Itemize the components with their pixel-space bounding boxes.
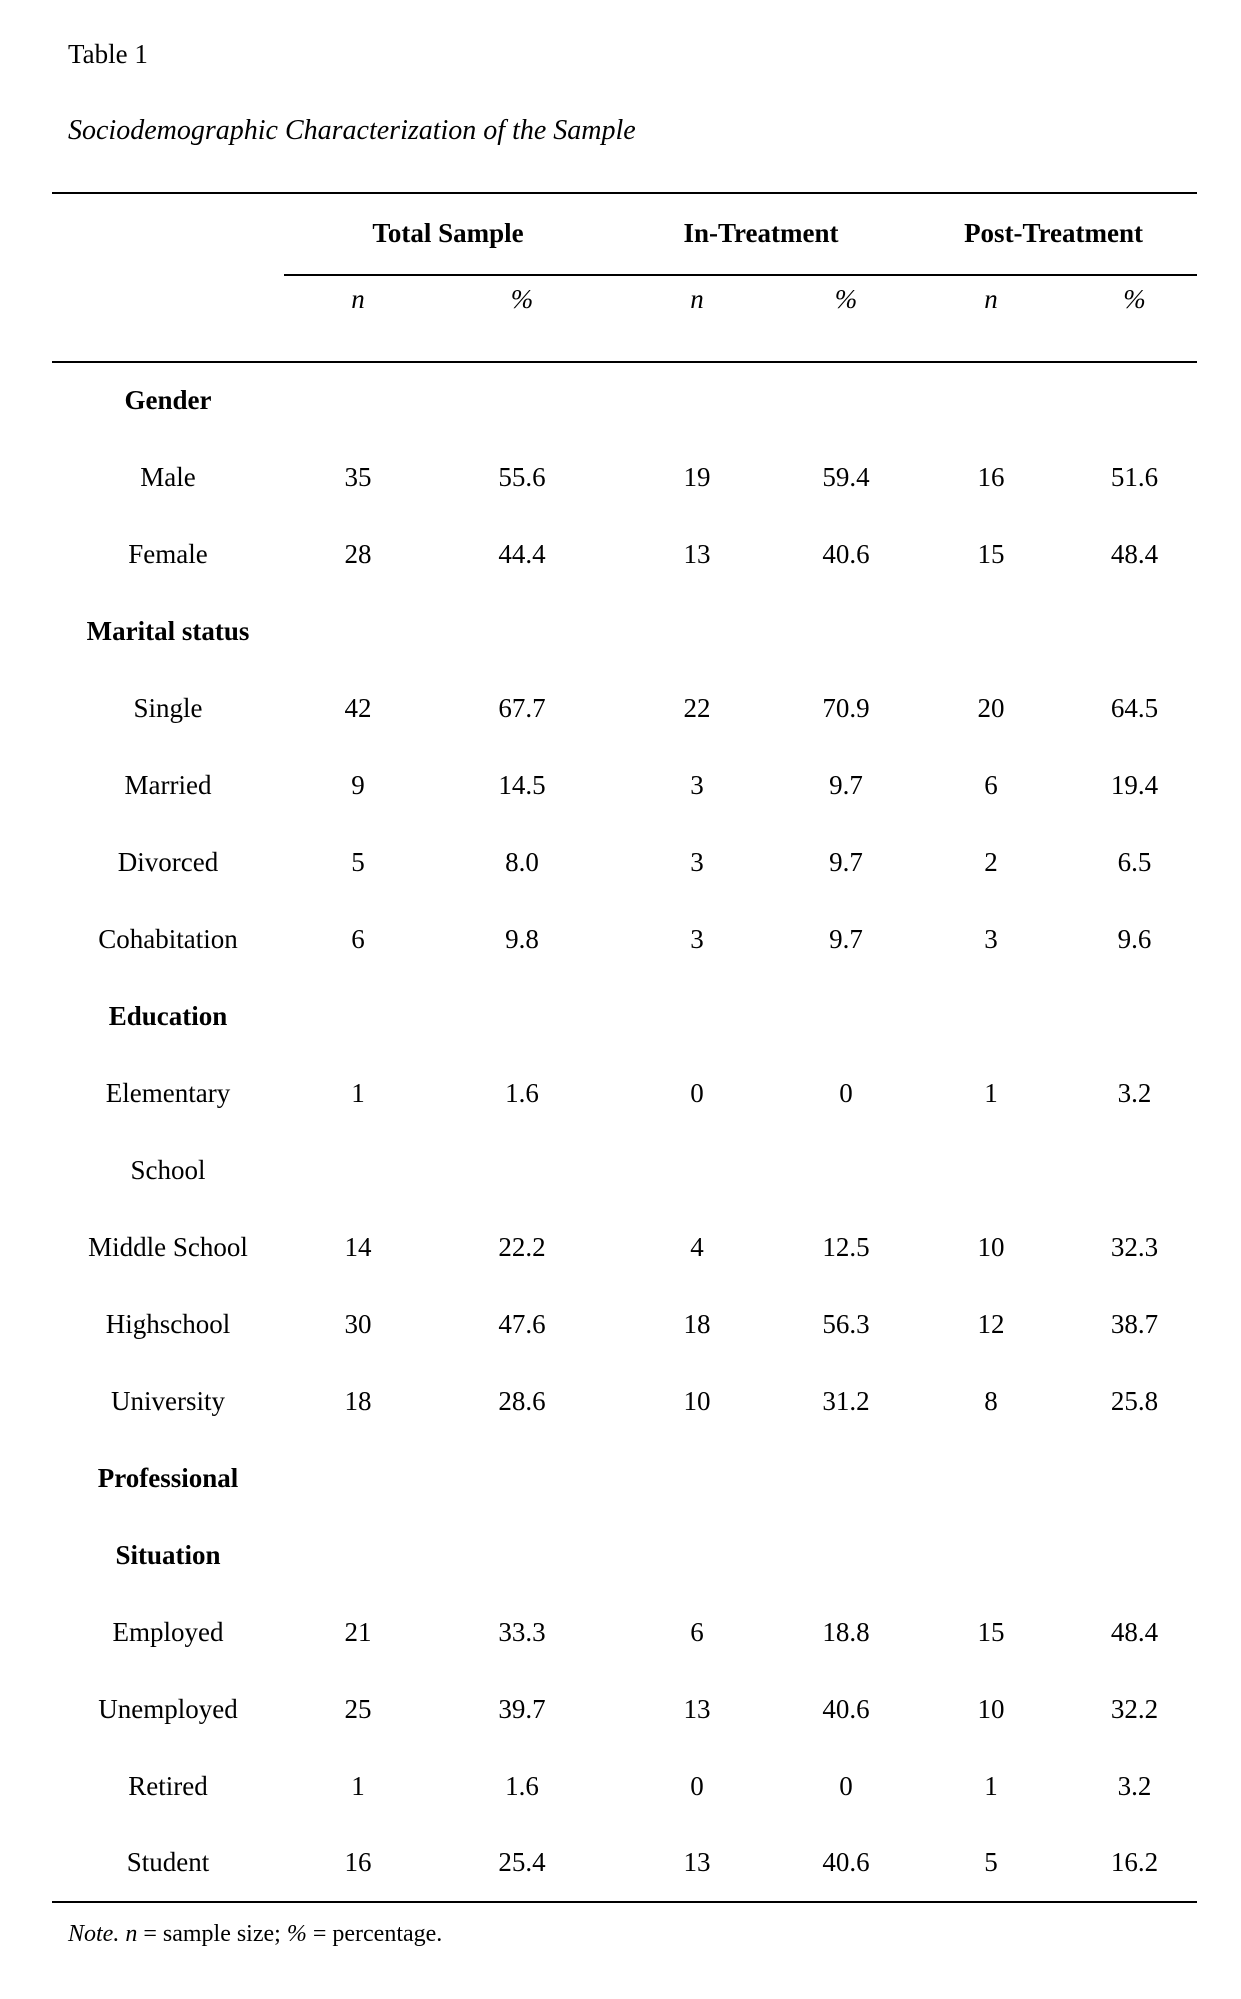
row-label: Unemployed xyxy=(98,1693,238,1724)
data-cell: 1.6 xyxy=(505,1770,539,1801)
column-header-n: n xyxy=(612,275,782,362)
column-group-in-treatment: In-Treatment xyxy=(612,193,910,275)
data-cell: 47.6 xyxy=(498,1308,546,1339)
data-cell: 3 xyxy=(690,923,704,954)
data-cell: 10 xyxy=(683,1385,711,1416)
data-cell: 9.7 xyxy=(829,846,863,877)
data-cell xyxy=(910,593,1072,670)
data-cell: 44.4 xyxy=(498,538,546,569)
data-cell: 56.3 xyxy=(822,1308,870,1339)
data-cell: 25.8 xyxy=(1110,1385,1159,1416)
row-label: University xyxy=(111,1385,225,1416)
note-percent-symbol: % xyxy=(286,1920,307,1947)
data-cell: 13 xyxy=(612,1825,782,1902)
data-cell: 12 xyxy=(977,1308,1005,1339)
data-cell: 28 xyxy=(344,538,372,569)
data-cell: 10 xyxy=(977,1693,1005,1724)
row-label: Elementary xyxy=(105,1077,231,1108)
data-cell xyxy=(782,978,910,1055)
data-cell: 48.4 xyxy=(1110,538,1159,569)
table-note xyxy=(68,1919,1241,1949)
data-cell xyxy=(910,1517,1072,1594)
data-cell xyxy=(612,593,782,670)
data-cell: 9.6 xyxy=(1117,923,1152,954)
data-cell: 67.7 xyxy=(498,692,546,723)
data-cell: 8.0 xyxy=(505,846,539,877)
data-cell: 33.3 xyxy=(498,1616,546,1647)
table-row xyxy=(52,1132,1197,1209)
table-title: Sociodemographic Characterization of the Sample xyxy=(68,115,636,147)
column-header-n: n xyxy=(284,275,432,362)
row-label: Retired xyxy=(128,1770,208,1801)
note-n-symbol: n xyxy=(119,1920,138,1947)
data-cell: 64.5 xyxy=(1110,692,1159,723)
data-cell xyxy=(782,593,910,670)
data-cell xyxy=(432,1440,612,1517)
table-row xyxy=(52,978,1197,1055)
table-row xyxy=(52,1440,1197,1517)
table-row xyxy=(52,439,1197,516)
data-cell: 40.6 xyxy=(822,1693,870,1724)
data-cell: 0 xyxy=(839,1077,853,1108)
table-row xyxy=(52,670,1197,747)
data-cell xyxy=(432,362,612,439)
data-cell xyxy=(782,362,910,439)
data-cell: 19 xyxy=(683,461,711,492)
data-cell: 20 xyxy=(977,692,1005,723)
data-cell: 10 xyxy=(977,1231,1005,1262)
data-cell: 25 xyxy=(344,1693,372,1724)
data-cell xyxy=(910,1132,1072,1209)
data-cell: 18 xyxy=(683,1308,711,1339)
data-cell: 1 xyxy=(984,1077,998,1108)
data-cell xyxy=(910,1440,1072,1517)
data-cell: 6 xyxy=(351,923,365,954)
column-header-percent: % xyxy=(432,275,612,362)
row-label: Single xyxy=(133,692,203,723)
data-cell xyxy=(1072,362,1197,439)
data-cell xyxy=(284,978,432,1055)
data-cell: 1 xyxy=(351,1770,365,1801)
paper-page xyxy=(0,38,1241,1999)
data-cell: 35 xyxy=(344,461,372,492)
data-cell xyxy=(612,362,782,439)
data-cell: 5 xyxy=(910,1825,1072,1902)
data-cell: 16 xyxy=(284,1825,432,1902)
data-cell xyxy=(1072,1517,1197,1594)
data-cell: 4 xyxy=(690,1231,704,1262)
data-cell xyxy=(612,1440,782,1517)
section-label: Situation xyxy=(115,1539,221,1570)
data-cell xyxy=(432,593,612,670)
data-cell: 1 xyxy=(351,1077,365,1108)
table-row xyxy=(52,593,1197,670)
row-label: Cohabitation xyxy=(98,923,238,954)
data-cell: 15 xyxy=(977,538,1005,569)
data-cell xyxy=(612,1132,782,1209)
data-cell xyxy=(782,1517,910,1594)
row-label: Highschool xyxy=(105,1308,231,1339)
section-label: Education xyxy=(108,1000,228,1031)
row-label: Student xyxy=(52,1825,284,1902)
data-cell: 5 xyxy=(351,846,365,877)
data-cell: 6.5 xyxy=(1117,846,1152,877)
data-cell xyxy=(782,1132,910,1209)
data-cell: 32.2 xyxy=(1110,1693,1159,1724)
column-header-percent: % xyxy=(782,275,910,362)
data-cell xyxy=(1072,978,1197,1055)
row-label: Female xyxy=(128,538,208,569)
table-row xyxy=(52,1671,1197,1748)
data-cell: 9.7 xyxy=(829,923,863,954)
note-label: Note. xyxy=(68,1920,120,1947)
table-body xyxy=(52,362,1197,1902)
data-cell: 16 xyxy=(977,461,1005,492)
column-header-percent: % xyxy=(1072,275,1197,362)
data-cell: 28.6 xyxy=(498,1385,546,1416)
table-row xyxy=(52,747,1197,824)
table-row xyxy=(52,1517,1197,1594)
sociodemographic-table xyxy=(52,192,1197,1903)
data-cell: 32.3 xyxy=(1110,1231,1159,1262)
data-cell: 22 xyxy=(683,692,711,723)
section-label: Professional xyxy=(97,1462,239,1493)
data-cell: 39.7 xyxy=(498,1693,546,1724)
data-cell: 13 xyxy=(683,1693,711,1724)
row-label: School xyxy=(130,1154,206,1185)
column-group-post-treatment: Post-Treatment xyxy=(910,193,1197,275)
data-cell: 40.6 xyxy=(782,1825,910,1902)
data-cell: 25.4 xyxy=(432,1825,612,1902)
data-cell xyxy=(432,1517,612,1594)
row-label: Married xyxy=(124,769,212,800)
table-row xyxy=(52,1209,1197,1286)
empty-corner-cell xyxy=(52,193,284,275)
data-cell: 6 xyxy=(984,769,998,800)
table-row xyxy=(52,1055,1197,1132)
data-cell: 18 xyxy=(344,1385,372,1416)
data-cell xyxy=(432,1132,612,1209)
row-label: Divorced xyxy=(117,846,219,877)
data-cell: 42 xyxy=(344,692,372,723)
data-cell: 8 xyxy=(984,1385,998,1416)
table-row xyxy=(52,1748,1197,1825)
table-row xyxy=(52,901,1197,978)
data-cell: 3 xyxy=(690,846,704,877)
table-row xyxy=(52,362,1197,439)
data-cell: 51.6 xyxy=(1110,461,1159,492)
data-cell xyxy=(284,1440,432,1517)
table-number: Table 1 xyxy=(68,39,148,69)
section-label: Marital status xyxy=(86,615,250,646)
data-cell xyxy=(284,1517,432,1594)
data-cell: 22.2 xyxy=(498,1231,546,1262)
data-cell xyxy=(1072,593,1197,670)
column-header-n: n xyxy=(910,275,1072,362)
data-cell: 1.6 xyxy=(505,1077,539,1108)
data-cell: 0 xyxy=(839,1770,853,1801)
data-cell: 3.2 xyxy=(1117,1770,1152,1801)
data-cell xyxy=(284,593,432,670)
data-cell: 3 xyxy=(690,769,704,800)
data-cell: 38.7 xyxy=(1110,1308,1159,1339)
data-cell: 13 xyxy=(683,538,711,569)
data-cell: 70.9 xyxy=(822,692,870,723)
table-row xyxy=(52,1594,1197,1671)
data-cell: 3 xyxy=(984,923,998,954)
table-row xyxy=(52,824,1197,901)
data-cell xyxy=(910,362,1072,439)
data-cell: 18.8 xyxy=(822,1616,870,1647)
data-cell xyxy=(612,978,782,1055)
column-group-total-sample: Total Sample xyxy=(284,193,612,275)
subheader-row xyxy=(52,275,1197,362)
data-cell: 9.8 xyxy=(505,923,539,954)
data-cell: 40.6 xyxy=(822,538,870,569)
data-cell: 12.5 xyxy=(822,1231,870,1262)
data-cell: 55.6 xyxy=(498,461,546,492)
data-cell: 1 xyxy=(984,1770,998,1801)
data-cell: 19.4 xyxy=(1110,769,1159,800)
data-cell: 16.2 xyxy=(1072,1825,1197,1902)
table-row xyxy=(52,1363,1197,1440)
table-row xyxy=(52,1286,1197,1363)
data-cell: 21 xyxy=(344,1616,372,1647)
data-cell xyxy=(782,1440,910,1517)
data-cell: 15 xyxy=(977,1616,1005,1647)
data-cell xyxy=(284,1132,432,1209)
data-cell: 59.4 xyxy=(822,461,870,492)
data-cell: 30 xyxy=(344,1308,372,1339)
data-cell xyxy=(1072,1132,1197,1209)
data-cell: 6 xyxy=(690,1616,704,1647)
row-label: Middle School xyxy=(88,1231,248,1262)
data-cell: 14 xyxy=(344,1231,372,1262)
row-label: Male xyxy=(140,461,196,492)
row-label: Employed xyxy=(112,1616,224,1647)
data-cell: 9 xyxy=(351,769,365,800)
note-text: = percentage. xyxy=(306,1920,443,1947)
section-label: Gender xyxy=(124,385,212,416)
data-cell: 0 xyxy=(690,1770,704,1801)
data-cell xyxy=(612,1517,782,1594)
data-cell xyxy=(432,978,612,1055)
table-row xyxy=(52,1825,1197,1902)
data-cell xyxy=(1072,1440,1197,1517)
empty-corner-cell xyxy=(52,275,284,362)
column-group-header-row xyxy=(52,193,1197,275)
data-cell: 3.2 xyxy=(1117,1077,1152,1108)
table-row xyxy=(52,516,1197,593)
data-cell: 0 xyxy=(690,1077,704,1108)
data-cell: 2 xyxy=(984,846,998,877)
data-cell: 14.5 xyxy=(498,769,546,800)
note-text: = sample size; xyxy=(137,1920,287,1947)
data-cell xyxy=(910,978,1072,1055)
data-cell xyxy=(284,362,432,439)
data-cell: 31.2 xyxy=(822,1385,870,1416)
data-cell: 48.4 xyxy=(1110,1616,1159,1647)
data-cell: 9.7 xyxy=(829,769,863,800)
